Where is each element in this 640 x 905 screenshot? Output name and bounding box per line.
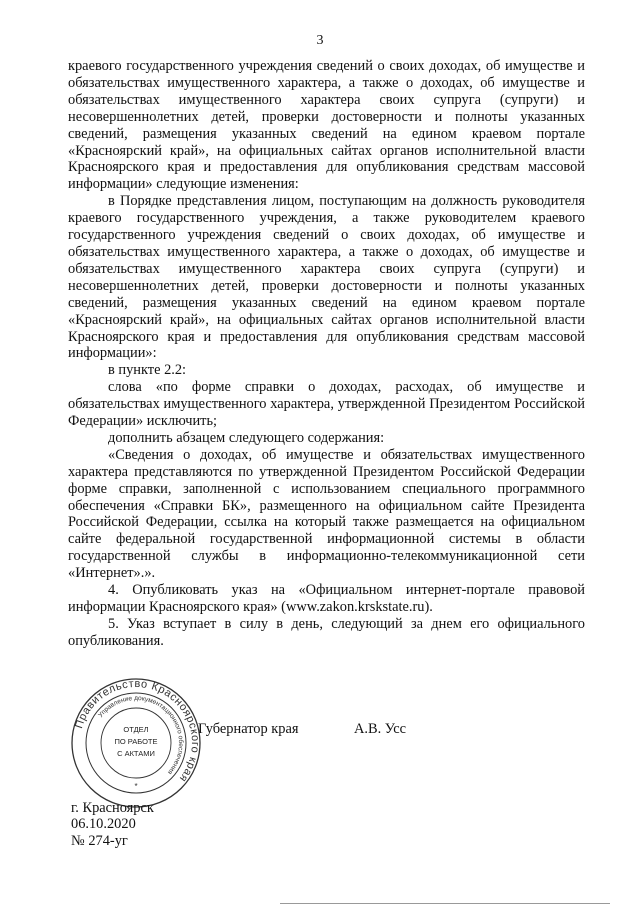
stamp-line-1: ОТДЕЛ [123, 725, 149, 734]
paragraph-6: «Сведения о доходах, об имуществе и обязательствах имущественного характера представляются по утвержденной Президентом Российской Федерации форме справки, заполненной с использованием специального программного обеспечения «Справки БК», размещенного на официальном сайте Президента Российской Федерации, ссылка на который также размещается на официальном сайте федеральной государственной информационной системы в области государственной службы в информационно-телекоммуникационной сети «Интернет».». [68, 446, 585, 582]
paragraph-7: 4. Опубликовать указ на «Официальном интернет-портале правовой информации Красноярского края» (www.zakon.krskstate.ru). [68, 582, 585, 615]
stamp-line-3: С АКТАМИ [117, 749, 155, 758]
signature-title: Губернатор края [198, 721, 299, 737]
document-footer [71, 800, 154, 849]
stamp-graphic [70, 677, 202, 809]
page-number: 3 [316, 33, 324, 48]
signature-name: А.В. Усс [354, 721, 407, 737]
paragraph-3: в пункте 2.2: [108, 362, 187, 379]
paragraph-1: краевого государственного учреждения сведений о своих доходах, об имуществе и обязательствах имущественного характера, а также о доходах, об имуществе и обязательствах имущественного характера своих супруга (супруги) и несовершеннолетних детей, проверки достоверности и полноты указанных сведений, размещения указанных сведений на едином краевом портале «Красноярский край», на официальных сайтах органов исполнительной власти Красноярского края и предоставления для опубликования средствам массовой информации» следующие изменения: [68, 58, 585, 193]
official-stamp [70, 677, 202, 809]
bottom-divider [280, 903, 610, 904]
stamp-outer-text: Правительство Красноярского края [73, 677, 202, 785]
paragraph-8: 5. Указ вступает в силу в день, следующий за днем его официального опубликования. [68, 615, 585, 649]
footer-city: г. Красноярск [71, 800, 154, 816]
footer-number: № 274-уг [71, 832, 128, 849]
footer-date: 06.10.2020 [71, 816, 136, 833]
paragraph-2: в Порядке представления лицом, поступающим на должность руководителя краевого государственного учреждения, а также руководителем краевого государственного учреждения сведений о своих доходах, об имуществе и обязательствах имущественного характера, а также о доходах, об имуществе и обязательствах имущественного характера своих супруга (супруги) и несовершеннолетних детей, проверки достоверности и полноты указанных сведений, размещения указанных сведений на едином краевом портале «Красноярский край», на официальных сайтах органов исполнительной власти Красноярского края и предоставления для опубликования средствам массовой информации»: [68, 193, 585, 362]
paragraph-4: слова «по форме справки о доходах, расходах, об имуществе и обязательствах имущественного характера, утвержденной Президентом Российской Федерации» исключить; [68, 379, 585, 430]
document-body [68, 58, 585, 650]
stamp-middle-text-group [97, 695, 185, 776]
stamp-star: * [134, 782, 138, 791]
stamp-line-2: ПО РАБОТЕ [114, 737, 158, 746]
stamp-middle-text: Управление документационного обеспечения [97, 694, 185, 776]
paragraph-5: дополнить абзацем следующего содержания: [108, 429, 385, 446]
